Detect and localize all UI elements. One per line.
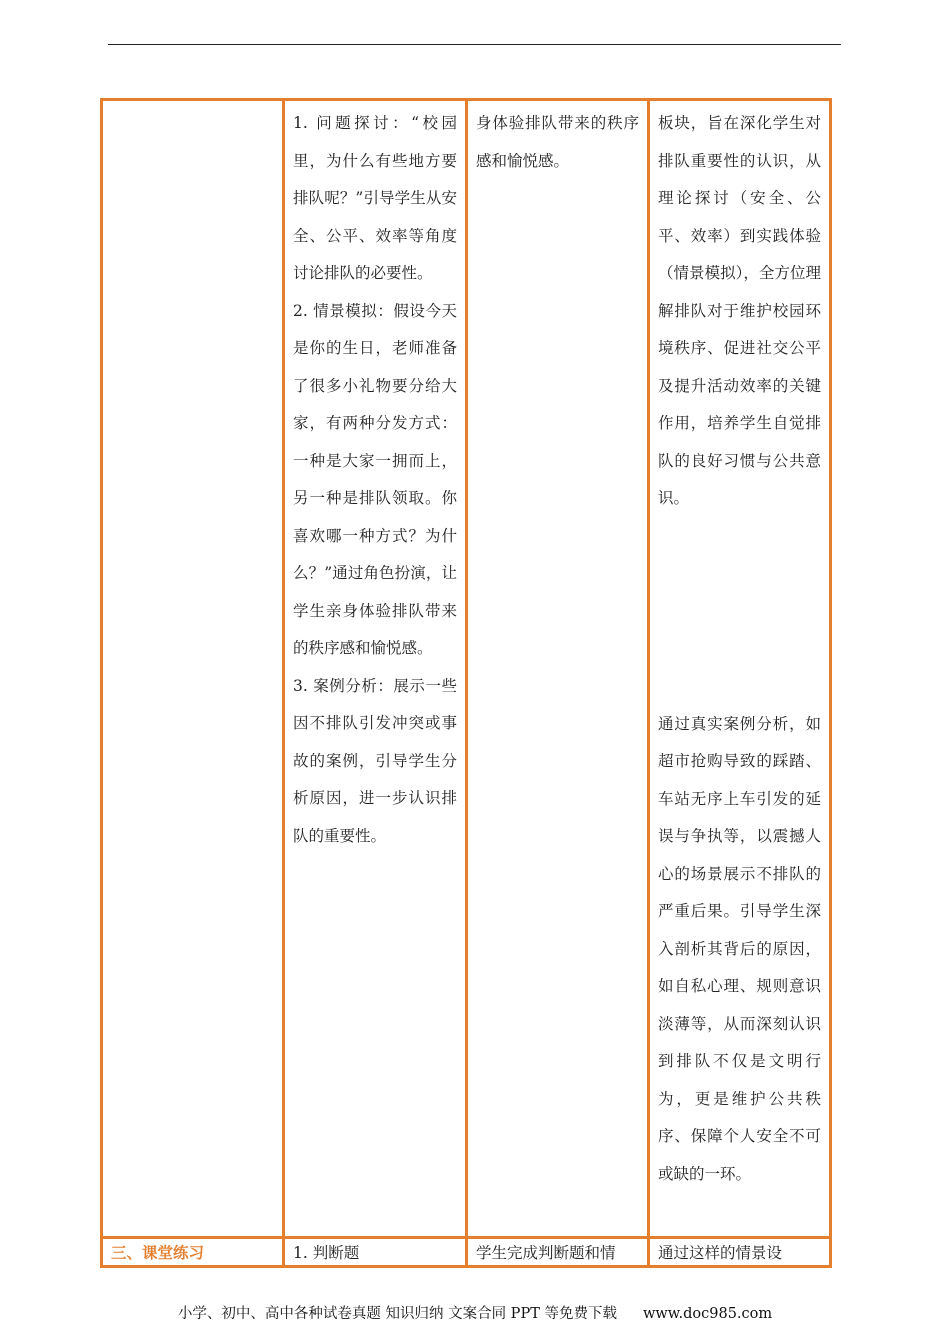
teacher-activity-cell: 1. 判断题: [284, 1238, 467, 1267]
activity-item-2: 2. 情景模拟：假设今天是你的生日，老师准备了很多小礼物要分给大家，有两种分发方式：一种是大家一拥而上，另一种是排队领取。你喜欢哪一种方式？为什么？”通过角色扮演，让学生亲身体验排队带来的秩序感和愉悦感。: [293, 301, 457, 657]
footer-site-link[interactable]: www.doc985.com: [642, 1306, 773, 1322]
design-intent-cell: 通过这样的情景设: [649, 1238, 831, 1267]
activity-item-1: 1. 问题探讨：“校园里，为什么有些地方要排队呢？”引导学生从安全、公平、效率等角度讨论排队的必要性。: [293, 114, 457, 282]
table-row: [102, 1238, 831, 1267]
spacer: [658, 518, 821, 706]
design-intent-para-2: 通过真实案例分析，如超市抢购导致的踩踏、车站无序上车引发的延误与争执等，以震撼人心的场景展示不排队的严重后果。引导学生深入剖析其背后的原因，如自私心理、规则意识淡薄等，从而深刻认识到排队不仅是文明行为，更是维护公共秩序、保障个人安全不可或缺的一环。: [658, 714, 821, 1183]
table-row: [102, 100, 831, 1238]
section-title: 三、课堂练习: [102, 1238, 284, 1267]
page-footer: [0, 1302, 950, 1323]
student-activity-cell: 学生完成判断题和情: [467, 1238, 649, 1267]
student-activity-cell: [467, 100, 649, 1238]
lesson-plan-table: [100, 98, 832, 1268]
activity-item-3: 3. 案例分析：展示一些因不排队引发冲突或事故的案例，引导学生分析原因，进一步认识排队的重要性。: [293, 676, 457, 845]
design-intent-cell: [649, 100, 831, 1238]
teacher-activity-cell: [284, 100, 467, 1238]
student-activity-text: 身体验排队带来的秩序感和愉悦感。: [476, 114, 639, 170]
stage-cell: [102, 100, 284, 1238]
footer-text: 小学、初中、高中各种试卷真题 知识归纳 文案合同 PPT 等免费下载: [177, 1306, 617, 1322]
design-intent-para-1: 板块，旨在深化学生对排队重要性的认识，从理论探讨（安全、公平、效率）到实践体验（情景模拟），全方位理解排队对于维护校园环境秩序、促进社交公平及提升活动效率的关键作用，培养学生自觉排队的良好习惯与公共意识。: [658, 114, 821, 507]
header-rule: [108, 44, 841, 45]
